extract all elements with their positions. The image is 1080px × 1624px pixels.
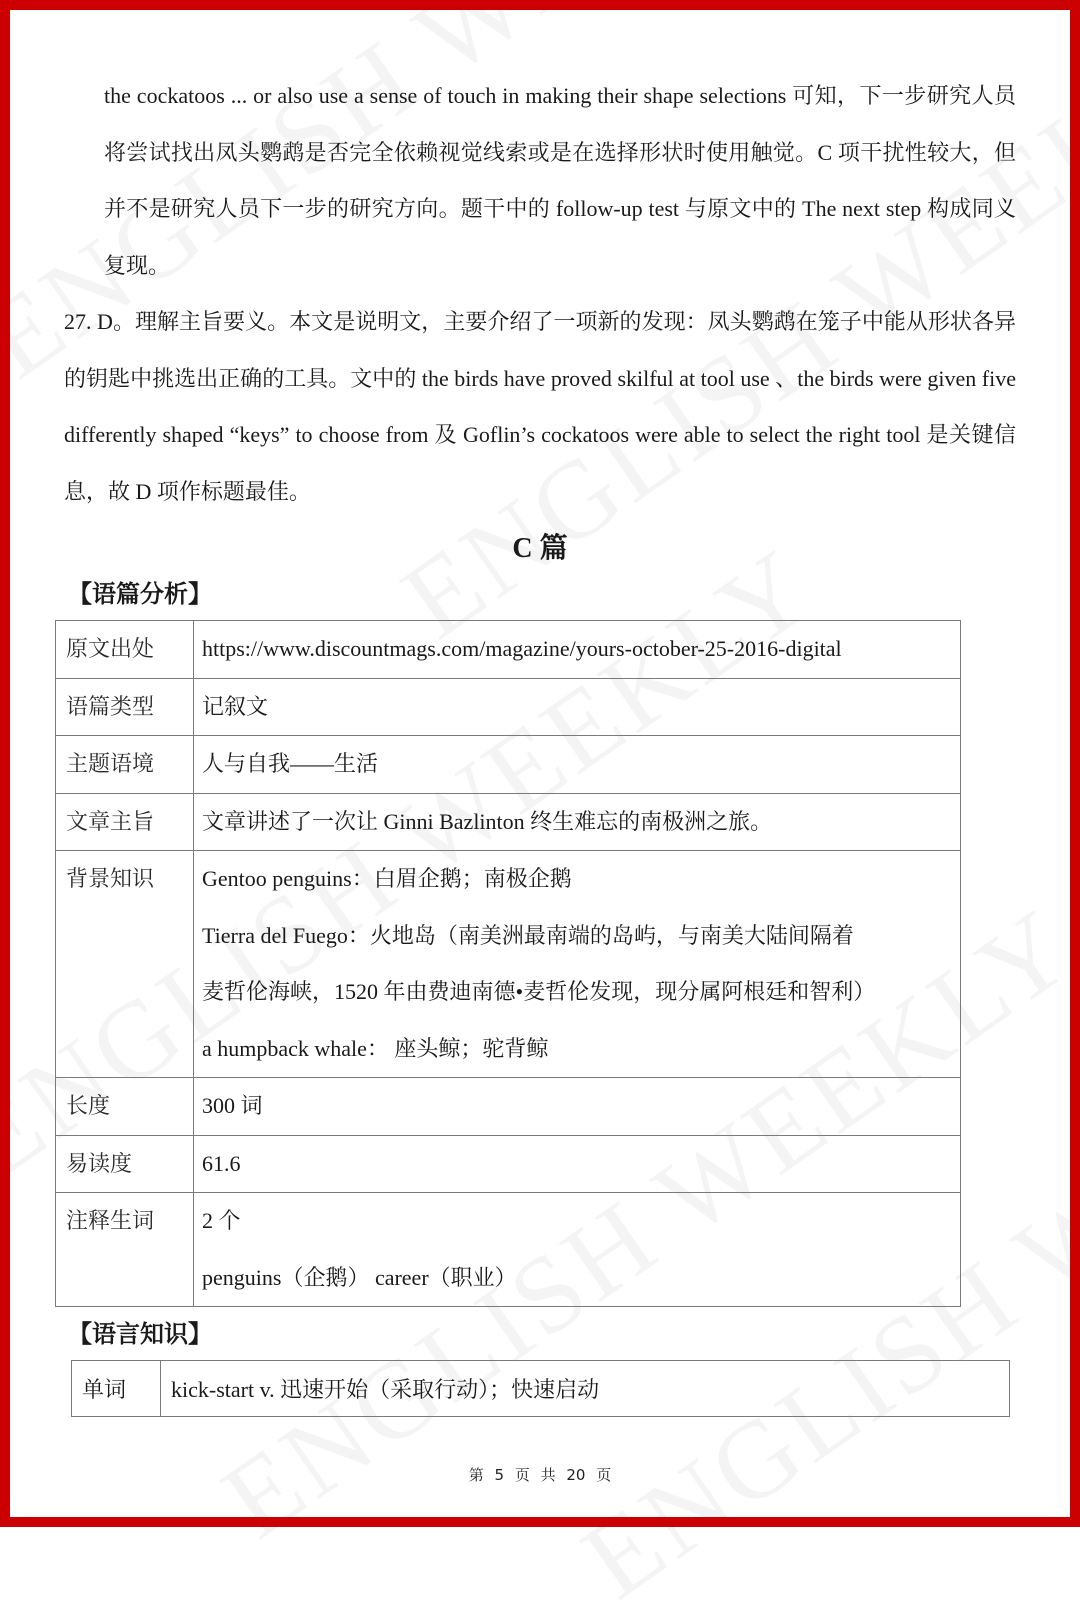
table-row <box>56 736 961 794</box>
table-row <box>56 678 961 736</box>
language-knowledge-heading: 【语言知识】 <box>68 1320 212 1348</box>
discourse-analysis-table <box>55 620 961 1307</box>
row-value: 61.6 <box>194 1135 961 1193</box>
q27-answer: 27. D。 <box>64 309 135 334</box>
table-row <box>56 1135 961 1193</box>
source-url: https://www.discountmags.com/magazine/yours-october-25-2016-digital <box>202 636 842 661</box>
row-label: 长度 <box>56 1078 194 1136</box>
row-value <box>194 621 961 679</box>
vocabulary-table <box>71 1360 1010 1417</box>
row-value: 文章讲述了一次让 Ginni Bazlinton 终生难忘的南极洲之旅。 <box>194 793 961 851</box>
q27-text: 理解主旨要义。本文是说明文，主要介绍了一项新的发现：凤头鹦鹉在笼子中能从形状各异的钥匙中挑选出正确的工具。文中的 the birds have proved skilful at tool use 、the birds were given five differently shaped “keys” to choose from 及 Goflin’s cockatoos were able to select the right tool 是关键信息，故 D 项作标题最佳。 <box>64 309 1016 505</box>
q27-explanation <box>64 294 1016 521</box>
table-row <box>56 793 961 851</box>
section-title: C 篇 <box>512 533 568 564</box>
row-label: 单词 <box>72 1361 161 1417</box>
row-value: 2 个 penguins（企鹅） career（职业） <box>194 1193 961 1307</box>
row-label: 易读度 <box>56 1135 194 1193</box>
page-number: 第 5 页 共 20 页 <box>468 1466 612 1484</box>
table-row <box>56 1193 961 1307</box>
row-label: 主题语境 <box>56 736 194 794</box>
row-label: 文章主旨 <box>56 793 194 851</box>
q26-explanation-continuation: the cockatoos ... or also use a sense of touch in making their shape selections 可知，下一步研究人员将尝试找出凤头鹦鹉是否完全依赖视觉线索或是在选择形状时使用触觉。C 项干扰性较大，但并不是研究人员下一步的研究方向。题干中的 follow-up test 与原文中的 The next step 构成同义复现。 <box>104 83 1016 279</box>
table-row <box>56 851 961 1078</box>
table-row <box>56 621 961 679</box>
row-value: 记叙文 <box>194 678 961 736</box>
row-value: kick-start v. 迅速开始（采取行动）；快速启动 <box>161 1361 1010 1417</box>
table-row <box>72 1361 1010 1417</box>
row-label: 背景知识 <box>56 851 194 1078</box>
row-label: 原文出处 <box>56 621 194 679</box>
analysis-heading: 【语篇分析】 <box>68 580 212 608</box>
row-value: 300 词 <box>194 1078 961 1136</box>
row-value: 人与自我——生活 <box>194 736 961 794</box>
table-row <box>56 1078 961 1136</box>
row-value: Gentoo penguins：白眉企鹅；南极企鹅 Tierra del Fuego：火地岛（南美洲最南端的岛屿，与南美大陆间隔着 麦哲伦海峡，1520 年由费迪南德•麦哲伦发现，现分属阿根廷和智利） a humpback whale： 座头鲸；驼背鲸 <box>194 851 961 1078</box>
row-label: 语篇类型 <box>56 678 194 736</box>
row-label: 注释生词 <box>56 1193 194 1307</box>
